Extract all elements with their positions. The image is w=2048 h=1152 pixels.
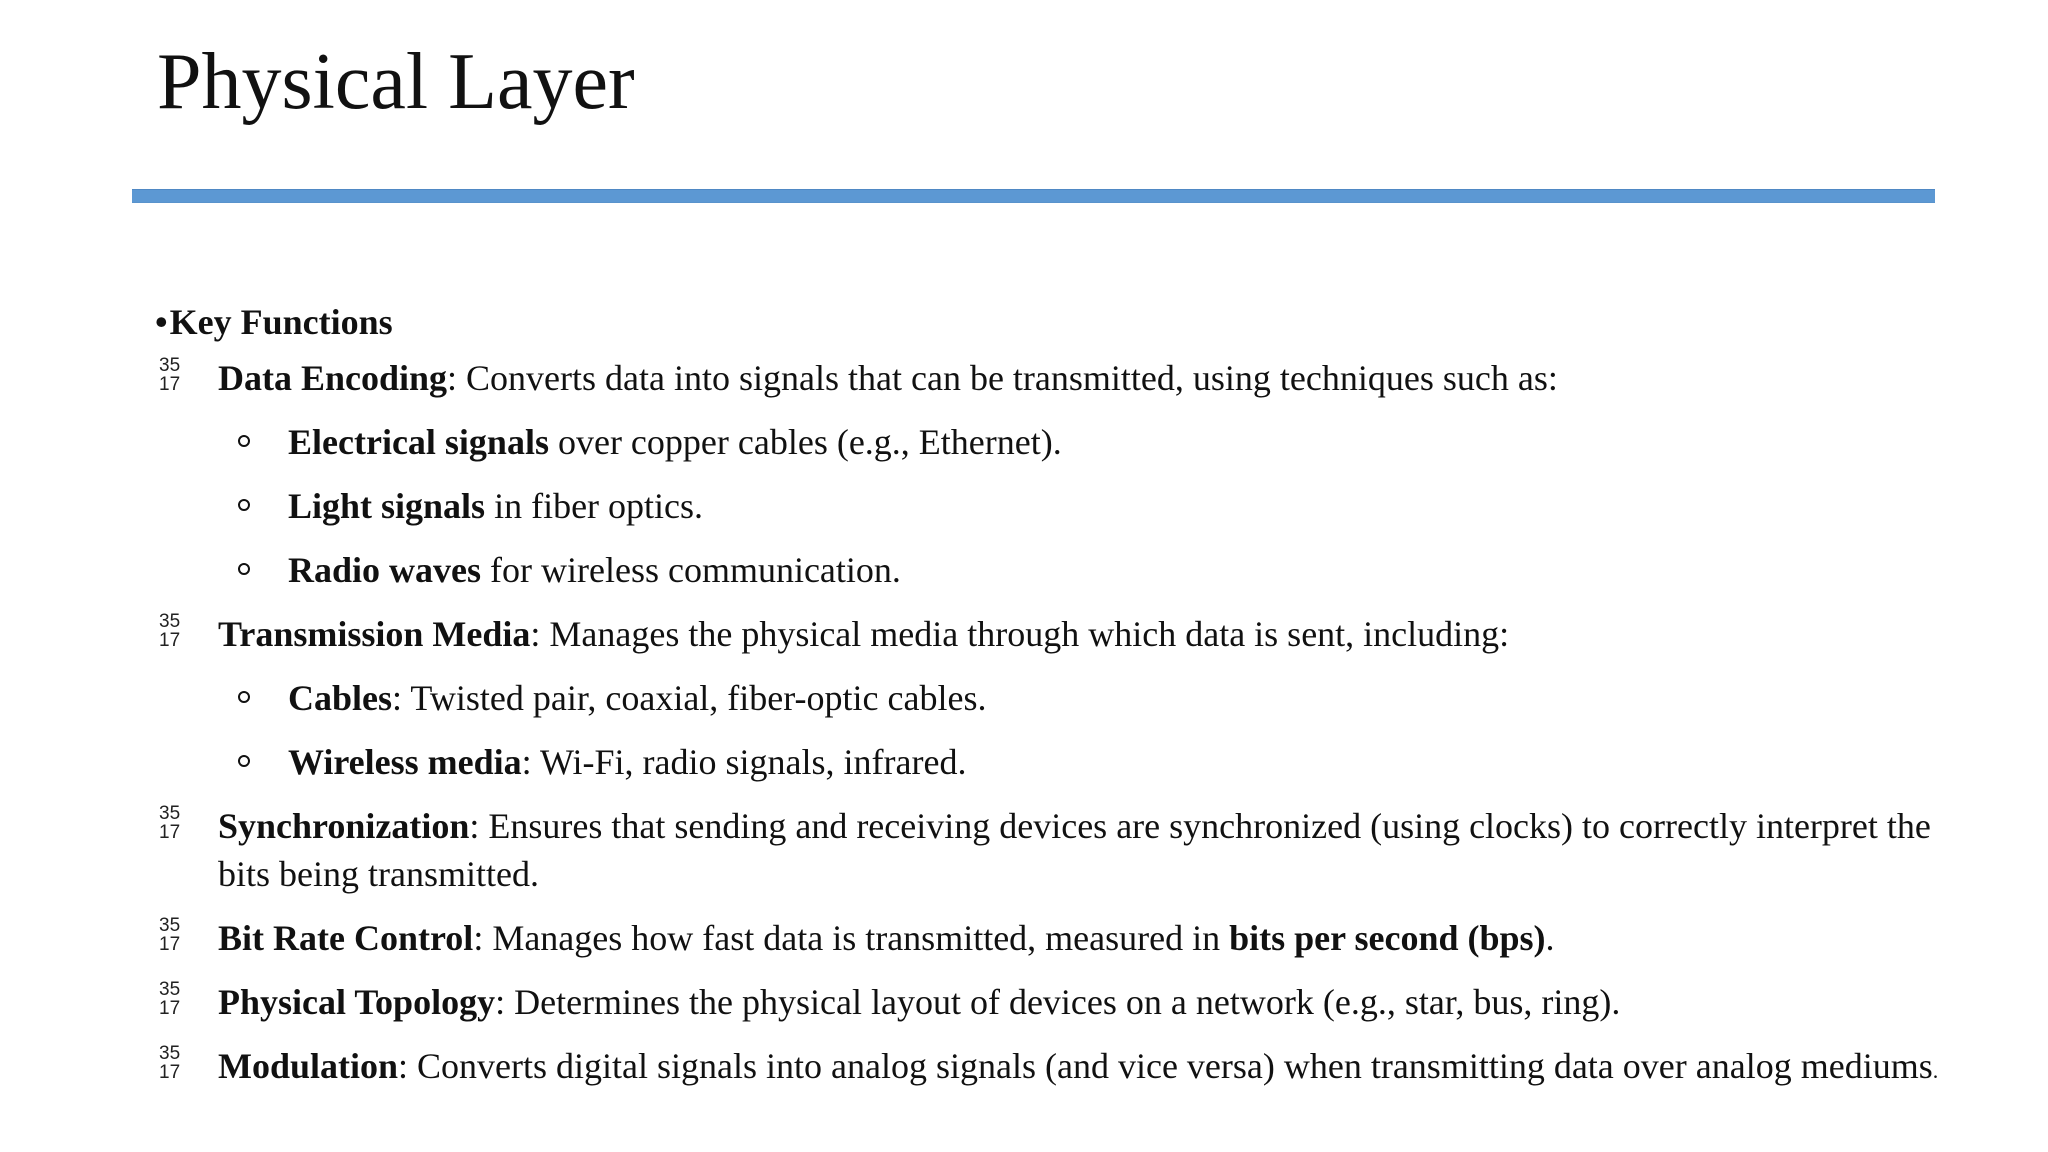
item-text: : Converts data into signals that can be transmitted, using techniques such as: bbox=[447, 358, 1558, 398]
subitem-text: for wireless communication. bbox=[481, 550, 901, 590]
list-item bbox=[155, 978, 1955, 1026]
sub-list-item bbox=[155, 674, 1955, 722]
sub-list-item bbox=[155, 738, 1955, 786]
subitem-term: Light signals bbox=[288, 486, 486, 526]
list-item bbox=[155, 354, 1955, 402]
title-divider bbox=[132, 189, 1935, 203]
list-marker-icon: 35 17 bbox=[159, 803, 181, 843]
subitem-text: in fiber optics. bbox=[485, 486, 704, 526]
list-marker-icon: 35 17 bbox=[159, 1043, 181, 1083]
item-text: : Determines the physical layout of devices on a network (e.g., star, bus, ring). bbox=[495, 982, 1621, 1022]
item-text-end: . bbox=[1545, 918, 1555, 958]
subitem-term: Radio waves bbox=[288, 550, 482, 590]
list-marker-icon: 35 17 bbox=[159, 915, 181, 955]
sub-list-item bbox=[155, 482, 1955, 530]
section-heading-text: Key Functions bbox=[169, 302, 393, 342]
list-marker-icon: 35 17 bbox=[159, 979, 181, 1019]
circle-bullet-icon bbox=[238, 499, 250, 511]
item-term: Bit Rate Control bbox=[218, 918, 474, 958]
sub-list-item bbox=[155, 418, 1955, 466]
subitem-text: : Wi-Fi, radio signals, infrared. bbox=[521, 742, 967, 782]
sub-list-item bbox=[155, 546, 1955, 594]
subitem-text: over copper cables (e.g., Ethernet). bbox=[548, 422, 1062, 462]
item-term-emphasis: bits per second (bps) bbox=[1229, 918, 1546, 958]
item-term: Data Encoding bbox=[218, 358, 448, 398]
list-item bbox=[155, 802, 1955, 898]
list-marker-icon: 35 17 bbox=[159, 355, 181, 395]
item-text-end: . bbox=[1932, 1058, 1939, 1083]
slide-title: Physical Layer bbox=[157, 38, 635, 126]
list-item bbox=[155, 1042, 1955, 1095]
subitem-text: : Twisted pair, coaxial, fiber-optic cables. bbox=[392, 678, 987, 718]
subitem-term: Cables bbox=[288, 678, 393, 718]
subitem-term: Wireless media bbox=[288, 742, 522, 782]
item-text: : Manages how fast data is transmitted, measured in bbox=[473, 918, 1230, 958]
circle-bullet-icon bbox=[238, 691, 250, 703]
circle-bullet-icon bbox=[238, 755, 250, 767]
bullet-icon: • bbox=[155, 302, 168, 342]
item-text: : Converts digital signals into analog signals (and vice versa) when transmitting data over analog mediums bbox=[398, 1046, 1933, 1086]
list-marker-icon: 35 17 bbox=[159, 611, 181, 651]
item-term: Physical Topology bbox=[218, 982, 496, 1022]
item-term: Synchronization bbox=[218, 806, 470, 846]
circle-bullet-icon bbox=[238, 563, 250, 575]
subitem-term: Electrical signals bbox=[288, 422, 549, 462]
item-term: Modulation bbox=[218, 1046, 399, 1086]
list-item bbox=[155, 914, 1955, 962]
slide-content bbox=[155, 290, 1955, 1111]
item-term: Transmission Media bbox=[218, 614, 531, 654]
list-item bbox=[155, 610, 1955, 658]
section-heading bbox=[155, 290, 1955, 354]
circle-bullet-icon bbox=[238, 435, 250, 447]
item-text: : Ensures that sending and receiving devices are synchronized (using clocks) to correctly interpret the bits being transmitted. bbox=[218, 806, 1931, 894]
item-text: : Manages the physical media through which data is sent, including: bbox=[530, 614, 1510, 654]
